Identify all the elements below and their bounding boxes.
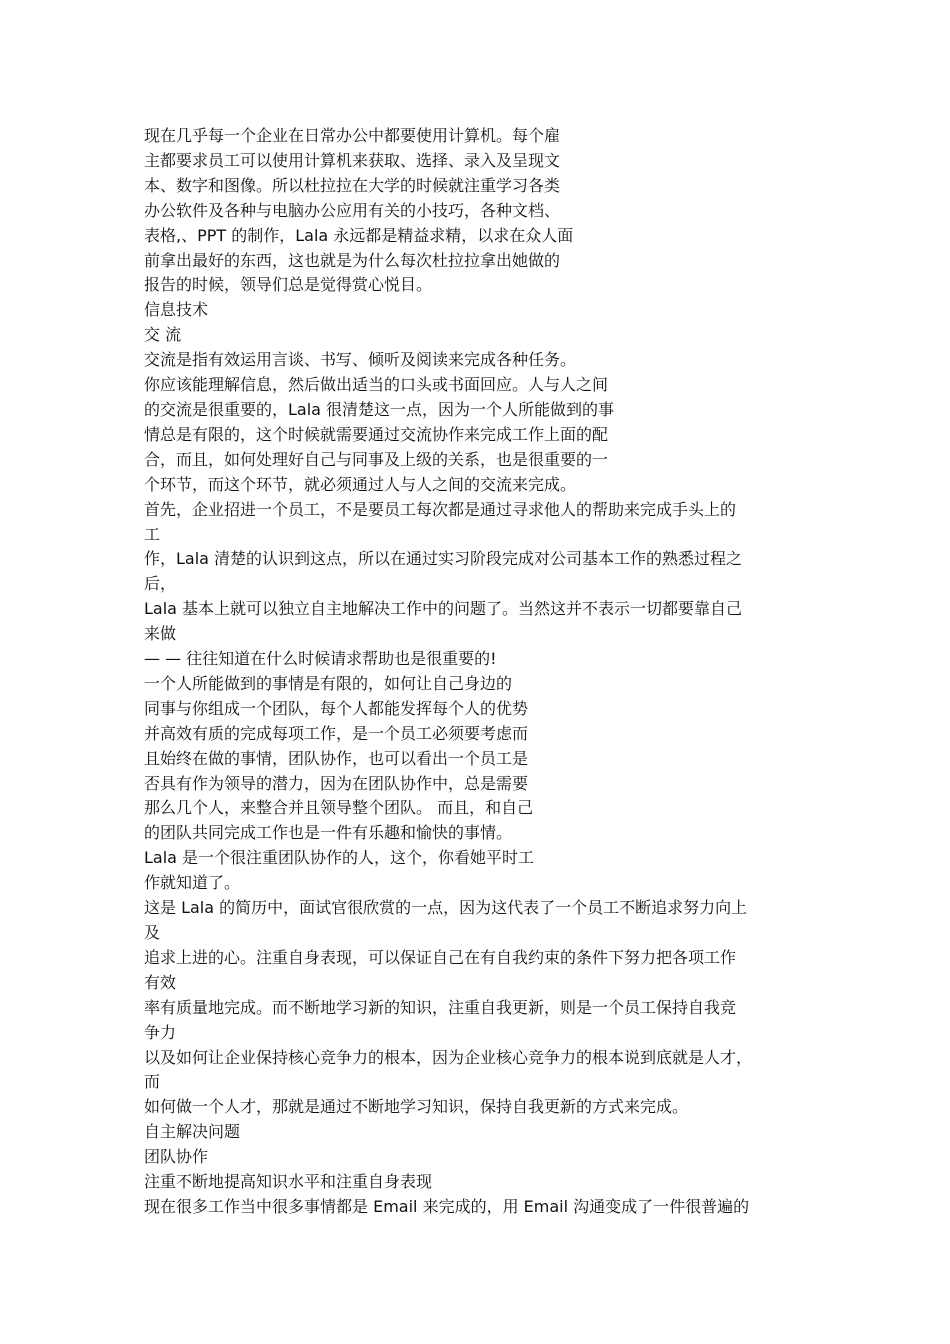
text-line: Lala 是一个很注重团队协作的人，这个，你看她平时工 — [144, 848, 535, 868]
text-line: 前拿出最好的东西，这也就是为什么每次杜拉拉拿出她做的 — [144, 250, 561, 270]
text-line: 及 — [144, 923, 161, 942]
text-line: 那么几个人，来整合并且领导整个团队。 而且，和自己 — [144, 798, 534, 818]
text-line: 同事与你组成一个团队，每个人都能发挥每个人的优势 — [144, 698, 529, 718]
text-line: 交流是指有效运用言谈、书写、倾听及阅读来完成各种任务。 — [144, 350, 577, 370]
text-line: 自主解决问题 — [144, 1122, 241, 1142]
text-line: 有效 — [144, 972, 177, 992]
text-line: 一个人所能做到的事情是有限的，如何让自己身边的 — [144, 673, 513, 693]
text-line: Lala 基本上就可以独立自主地解决工作中的问题了。当然这并不表示一切都要靠自己 — [144, 599, 743, 619]
text-line: 以及如何让企业保持核心竞争力的根本，因为企业核心竞争力的根本说到底就是人才， — [144, 1047, 753, 1067]
text-line: 这是 Lala 的简历中，面试官很欣赏的一点，因为这代表了一个员工不断追求努力向上 — [144, 898, 748, 918]
text-line: 的交流是很重要的，Lala 很清楚这一点，因为一个人所能做到的事 — [144, 399, 615, 419]
text-line: 交 流 — [144, 325, 182, 345]
text-line: 而 — [144, 1072, 161, 1092]
text-line: 追求上进的心。注重自身表现，可以保证自己在有自我约束的条件下努力把各项工作 — [144, 947, 737, 967]
text-line: 注重不断地提高知识水平和注重自身表现 — [144, 1172, 433, 1192]
text-line: 现在很多工作当中很多事情都是 Email 来完成的，用 Email 沟通变成了一件很普遍的 — [144, 1196, 750, 1216]
text-line: 主都要求员工可以使用计算机来获取、选择、录入及呈现文 — [144, 150, 561, 170]
text-line: 办公软件及各种与电脑办公应用有关的小技巧，各种文档、 — [144, 200, 561, 220]
text-line: 争力 — [144, 1022, 177, 1042]
text-line: 表格,、PPT 的制作，Lala 永远都是精益求精，以求在众人面 — [144, 225, 574, 245]
text-line: 否具有作为领导的潜力，因为在团队协作中，总是需要 — [144, 773, 529, 793]
text-line: — — 往往知道在什么时候请求帮助也是很重要的! — [144, 649, 497, 669]
text-line: 情总是有限的，这个时候就需要通过交流协作来完成工作上面的配 — [144, 424, 609, 444]
text-line: 工 — [144, 524, 161, 544]
text-line: 来做 — [144, 624, 177, 644]
document-body — [144, 124, 814, 1220]
text-line: 报告的时候，领导们总是觉得赏心悦目。 — [144, 275, 433, 295]
text-line: 信息技术 — [144, 300, 209, 320]
text-line: 本、数字和图像。所以杜拉拉在大学的时候就注重学习各类 — [144, 175, 561, 195]
text-line: 个环节，而这个环节，就必须通过人与人之间的交流来完成。 — [144, 474, 577, 494]
text-line: 并高效有质的完成每项工作，是一个员工必须要考虑而 — [144, 723, 529, 743]
text-line: 的团队共同完成工作也是一件有乐趣和愉快的事情。 — [144, 823, 513, 843]
text-line: 率有质量地完成。而不断地学习新的知识，注重自我更新，则是一个员工保持自我竞 — [144, 997, 737, 1017]
text-line: 作，Lala 清楚的认识到这点，所以在通过实习阶段完成对公司基本工作的熟悉过程之 — [144, 549, 743, 569]
text-line: 现在几乎每一个企业在日常办公中都要使用计算机。每个雇 — [144, 126, 561, 145]
text-line: 作就知道了。 — [144, 873, 241, 893]
text-line: 你应该能理解信息，然后做出适当的口头或书面回应。人与人之间 — [144, 375, 609, 395]
text-line: 首先，企业招进一个员工，不是要员工每次都是通过寻求他人的帮助来完成手头上的 — [144, 499, 737, 519]
text-line: 且始终在做的事情，团队协作，也可以看出一个员工是 — [144, 748, 529, 768]
text-line: 团队协作 — [144, 1147, 209, 1167]
text-line: 如何做一个人才，那就是通过不断地学习知识，保持自我更新的方式来完成。 — [144, 1097, 689, 1117]
text-line: 后， — [144, 574, 177, 594]
text-line: 合，而且，如何处理好自己与同事及上级的关系，也是很重要的一 — [144, 449, 609, 469]
